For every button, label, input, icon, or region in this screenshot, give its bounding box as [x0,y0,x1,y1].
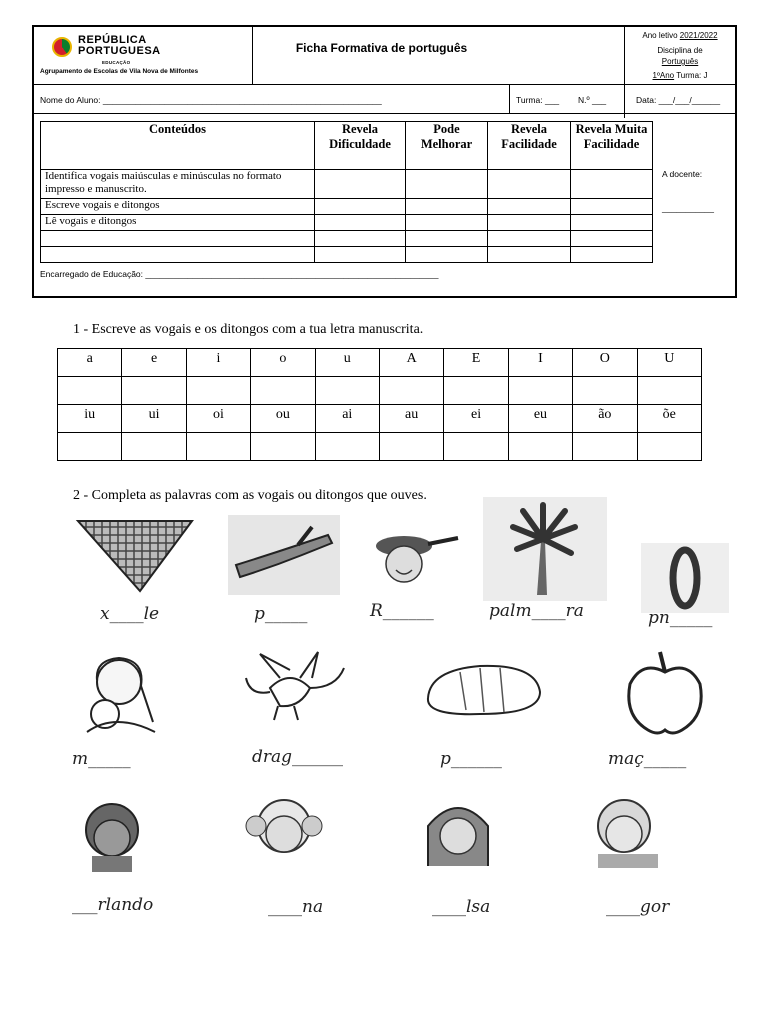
assessment-cell[interactable] [488,170,571,199]
writing-cell[interactable] [573,377,637,405]
diphthong-cell: oi [186,405,250,433]
teacher-label: A docente: [662,169,703,179]
scarf-picture [74,515,196,595]
year-value: 2021/2022 [679,31,718,40]
writing-cell[interactable] [637,377,701,405]
table-row [41,231,653,247]
assessment-cell[interactable] [315,215,406,231]
number-field[interactable]: N.º ___ [578,95,607,105]
assessment-cell[interactable] [406,199,488,215]
stick-picture [228,515,340,595]
table-row [41,170,653,199]
diphthong-cell: ui [122,405,186,433]
assessment-cell[interactable] [571,170,653,199]
diphthong-cell: iu [58,405,122,433]
assessment-cell[interactable] [571,215,653,231]
dragon-picture [240,648,350,724]
writing-cell[interactable] [315,377,379,405]
word-blank[interactable]: m_____ [72,749,131,769]
content-cell: Escreve vogais e ditongos [41,199,315,215]
word-blank[interactable]: ___rlando [72,895,154,915]
palm-tree-picture [483,497,607,601]
diphthong-cell: õe [637,405,701,433]
assessment-cell[interactable] [315,199,406,215]
diphthong-cell: ou [251,405,315,433]
vowel-cell: o [251,349,315,377]
vowel-cell: I [508,349,572,377]
grade: 1ºAno [652,71,675,80]
content-cell: Lê vogais e ditongos [41,215,315,231]
mother-and-baby-picture [75,652,169,740]
assessment-cell[interactable] [571,247,653,263]
vowel-cell: a [58,349,122,377]
vowel-table [57,348,702,461]
writing-cell[interactable] [58,377,122,405]
writing-cell[interactable] [122,433,186,461]
child-orlando-picture [68,800,154,872]
boy-with-cap-picture [370,528,462,590]
year-info [624,29,736,83]
content-cell: Identifica vogais maiúsculas e minúsculas no formato impresso e manuscrito. [41,170,315,199]
word-blank[interactable]: R______ [370,601,434,621]
header-conteudos: Conteúdos [41,122,315,170]
date-field[interactable]: Data: ___/___/______ [636,95,721,105]
assessment-cell[interactable] [488,231,571,247]
diphthong-cell: ei [444,405,508,433]
word-blank[interactable]: p______ [440,749,502,769]
word-blank[interactable]: ____gor [606,897,670,917]
assessment-cell[interactable] [406,215,488,231]
discipline-value: Português [661,57,699,66]
apple-picture [622,650,708,738]
guardian-signature-field[interactable]: Encarregado de Educação: ______________________________________________________________ [40,269,439,279]
writing-cell[interactable] [315,433,379,461]
child-ana-picture [240,796,326,868]
assessment-cell[interactable] [488,199,571,215]
diphthong-cell: ão [573,405,637,433]
vowel-cell: e [122,349,186,377]
assessment-cell[interactable] [571,231,653,247]
diphthong-cell: eu [508,405,572,433]
assessment-cell[interactable] [406,247,488,263]
diphthong-cell: au [379,405,443,433]
writing-cell[interactable] [508,377,572,405]
assessment-cell[interactable] [488,215,571,231]
contents-table [40,121,653,263]
assessment-cell[interactable] [488,247,571,263]
writing-cell[interactable] [58,433,122,461]
tire-picture [641,543,729,613]
logo-text-educacao: EDUCAÇÃO [102,60,131,65]
portugal-emblem-icon [52,37,72,57]
document-title: Ficha Formativa de português [295,41,468,55]
header-revela-muita-facilidade: Revela Muita Facilidade [571,122,653,170]
assessment-cell[interactable] [315,231,406,247]
writing-cell[interactable] [186,433,250,461]
diphthong-cell: ai [315,405,379,433]
writing-cell[interactable] [379,377,443,405]
word-blank[interactable]: x____le [100,604,160,624]
teacher-signature-line[interactable]: ___________ [662,203,715,213]
bread-picture [420,658,544,720]
diphthong-row [58,405,702,433]
word-blank[interactable]: ____lsa [432,897,491,917]
child-igor-picture [578,796,674,870]
assessment-cell[interactable] [406,231,488,247]
school-name: Agrupamento de Escolas de Vila Nova de Milfontes [40,68,199,75]
header-box [32,25,737,298]
assessment-cell[interactable] [315,170,406,199]
vowel-cell: O [573,349,637,377]
writing-cell[interactable] [444,377,508,405]
word-blank[interactable]: palm____ra [489,601,584,621]
assessment-cell[interactable] [571,199,653,215]
header-revela-facilidade: Revela Facilidade [488,122,571,170]
assessment-cell[interactable] [406,170,488,199]
logo-text-republica: REPÚBLICA [78,34,147,46]
writing-cell[interactable] [251,433,315,461]
child-elsa-picture [414,796,500,870]
writing-cell[interactable] [508,433,572,461]
exercise1-prompt: 1 - Escreve as vogais e os ditongos com a tua letra manuscrita. [73,322,424,337]
content-cell [41,231,315,247]
writing-cell[interactable] [637,433,701,461]
discipline-label: Disciplina de [657,46,703,55]
word-blank[interactable]: ____na [268,897,324,917]
vowel-cell: u [315,349,379,377]
header-revela-dificuldade: Revela Dificuldade [315,122,406,170]
header-pode-melhorar: Pode Melhorar [406,122,488,170]
writing-cell[interactable] [573,433,637,461]
writing-row [58,433,702,461]
vowel-row [58,349,702,377]
table-row [41,247,653,263]
year-label: Ano letivo [642,31,678,40]
vowel-cell: E [444,349,508,377]
word-blank[interactable]: maç_____ [608,749,687,769]
vowel-cell: U [637,349,701,377]
exercise2-prompt: 2 - Completa as palavras com as vogais ou ditongos que ouves. [73,488,427,503]
writing-cell[interactable] [122,377,186,405]
writing-row [58,377,702,405]
class-label: Turma: J [676,71,708,80]
writing-cell[interactable] [379,433,443,461]
logo-text-portuguesa: PORTUGUESA [78,45,161,57]
assessment-cell[interactable] [315,247,406,263]
turma-field[interactable]: Turma: ___ [516,95,560,105]
table-row [41,199,653,215]
word-blank[interactable]: pn_____ [648,608,713,628]
contents-header-row [41,122,653,170]
table-row [41,215,653,231]
word-blank[interactable]: p_____ [254,604,308,624]
writing-cell[interactable] [251,377,315,405]
vowel-cell: A [379,349,443,377]
vowel-cell: i [186,349,250,377]
content-cell [41,247,315,263]
writing-cell[interactable] [186,377,250,405]
word-blank[interactable]: drag______ [252,747,344,767]
student-name-field[interactable]: Nome do Aluno: ___________________________________________________________ [40,95,382,105]
writing-cell[interactable] [444,433,508,461]
